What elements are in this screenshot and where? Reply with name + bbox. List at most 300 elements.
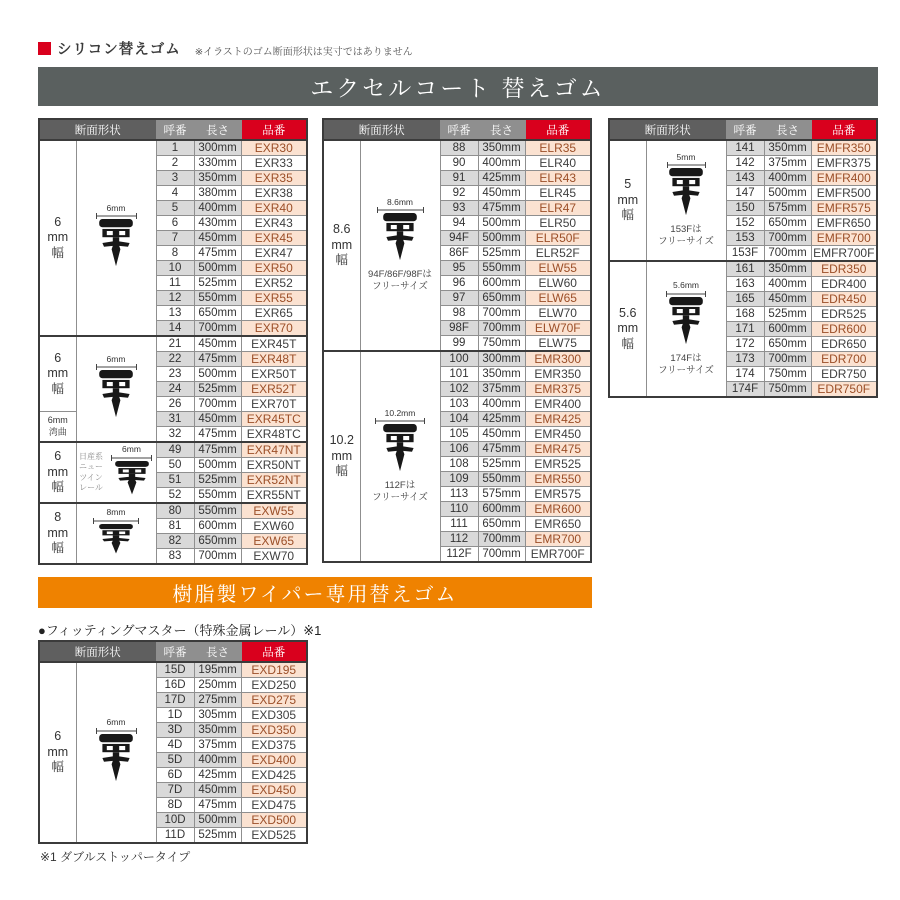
cell-length: 400mm [194, 753, 241, 768]
fitting-master-label: ●フィッティングマスター（特殊金属レール）※1 [38, 623, 322, 638]
cell-length: 550mm [194, 503, 241, 519]
cell-length: 500mm [194, 813, 241, 828]
dimension-text: 8mm [106, 507, 126, 518]
cell-length: 400mm [764, 171, 811, 186]
cell-length: 525mm [478, 457, 525, 472]
cell-call-number: 98 [440, 306, 478, 321]
cell-call-number: 142 [726, 156, 764, 171]
cell-call-number: 161 [726, 261, 764, 277]
cell-call-number: 22 [156, 352, 194, 367]
cell-part-number: EDR650 [811, 337, 877, 352]
cell-length: 600mm [478, 276, 525, 291]
cell-call-number: 4D [156, 738, 194, 753]
cell-part-number: EXW60 [241, 519, 307, 534]
cell-call-number: 110 [440, 502, 478, 517]
section-illustration-cell [360, 140, 440, 351]
cell-length: 450mm [194, 336, 241, 352]
cell-call-number: 80 [156, 503, 194, 519]
cell-part-number: ELR43 [525, 171, 591, 186]
table-header-row [39, 119, 307, 140]
cell-call-number: 7D [156, 783, 194, 798]
cell-length: 525mm [194, 276, 241, 291]
cell-length: 525mm [764, 307, 811, 322]
section-width-label: 8.6 mm 幅 [323, 140, 360, 351]
cell-call-number: 100 [440, 351, 478, 367]
cell-length: 425mm [478, 412, 525, 427]
cell-call-number: 94 [440, 216, 478, 231]
column-header-part: 品番 [525, 119, 591, 140]
cell-part-number: EXR48TC [241, 427, 307, 443]
excelcoat-table-left [38, 118, 308, 565]
cell-call-number: 111 [440, 517, 478, 532]
cell-part-number: EDR525 [811, 307, 877, 322]
section-width-label: 5 mm 幅 [609, 140, 646, 261]
cell-part-number: ELW70F [525, 321, 591, 336]
cell-length: 250mm [194, 678, 241, 693]
cross-section-illustration [77, 204, 156, 273]
cell-part-number: EXD475 [241, 798, 307, 813]
cell-call-number: 11 [156, 276, 194, 291]
cell-length: 700mm [478, 532, 525, 547]
cell-part-number: EMFR650 [811, 216, 877, 231]
section-width-label: 6 mm 幅 [39, 442, 76, 503]
free-size-note: 94F/86F/98Fは フリーサイズ [368, 269, 432, 293]
cell-part-number: EMR375 [525, 382, 591, 397]
section-header-silicone [38, 38, 413, 59]
cell-part-number: EDR750 [811, 367, 877, 382]
dimension-text: 5mm [676, 151, 696, 162]
excelcoat-table-middle [322, 118, 592, 563]
cell-call-number: 8D [156, 798, 194, 813]
rail-type-note: 日産系ニュー ツインレール [79, 451, 103, 492]
cell-length: 600mm [764, 322, 811, 337]
section-width-label: 6 mm 幅 [39, 336, 76, 412]
cell-part-number: EMR600 [525, 502, 591, 517]
cell-part-number: EXD425 [241, 768, 307, 783]
cell-call-number: 153 [726, 231, 764, 246]
rubber-cross-section-icon [376, 213, 424, 261]
cell-length: 350mm [764, 261, 811, 277]
dimension-label [666, 281, 706, 297]
table-row [609, 261, 877, 277]
cell-part-number: EXD350 [241, 723, 307, 738]
cell-part-number: EXW55 [241, 503, 307, 519]
dimension-label [96, 355, 137, 371]
rubber-cross-section-icon [92, 370, 140, 418]
cell-part-number: EMR550 [525, 472, 591, 487]
cell-length: 375mm [764, 156, 811, 171]
section-illustration-cell [360, 351, 440, 562]
cell-length: 500mm [194, 367, 241, 382]
cell-length: 700mm [478, 547, 525, 563]
cell-part-number: EXR52T [241, 382, 307, 397]
cell-call-number: 32 [156, 427, 194, 443]
cell-call-number: 94F [440, 231, 478, 246]
cell-part-number: EXR50 [241, 261, 307, 276]
cell-length: 600mm [194, 519, 241, 534]
cell-part-number: EXW70 [241, 549, 307, 565]
cell-part-number: EXR45TC [241, 412, 307, 427]
cell-length: 450mm [478, 427, 525, 442]
footnote-double-stopper: ※1 ダブルストッパータイプ [40, 850, 191, 864]
cell-call-number: 97 [440, 291, 478, 306]
rubber-cross-section-icon [92, 219, 140, 267]
cell-length: 500mm [194, 458, 241, 473]
cell-part-number: ELR45 [525, 186, 591, 201]
cell-call-number: 49 [156, 442, 194, 458]
cell-length: 425mm [194, 768, 241, 783]
cross-section-illustration [647, 153, 726, 222]
cell-part-number: EXR70T [241, 397, 307, 412]
cell-length: 305mm [194, 708, 241, 723]
cell-call-number: 51 [156, 473, 194, 488]
cell-length: 700mm [478, 306, 525, 321]
table-row [39, 140, 307, 156]
cell-part-number: EXD250 [241, 678, 307, 693]
dimension-text: 6mm [106, 717, 126, 728]
cell-part-number: EMFR350 [811, 140, 877, 156]
cell-call-number: 163 [726, 277, 764, 292]
section-illustration-cell [76, 503, 156, 564]
cell-length: 400mm [194, 201, 241, 216]
cell-call-number: 174F [726, 382, 764, 398]
column-header-shape: 断面形状 [39, 119, 156, 140]
cell-length: 550mm [478, 472, 525, 487]
cell-part-number: EXR50T [241, 367, 307, 382]
cell-length: 450mm [478, 186, 525, 201]
cell-part-number: EXR55NT [241, 488, 307, 504]
cell-call-number: 152 [726, 216, 764, 231]
cell-call-number: 6 [156, 216, 194, 231]
cell-call-number: 1 [156, 140, 194, 156]
cell-length: 450mm [194, 783, 241, 798]
cell-call-number: 109 [440, 472, 478, 487]
cell-length: 450mm [764, 292, 811, 307]
cell-call-number: 147 [726, 186, 764, 201]
cell-part-number: EMFR575 [811, 201, 877, 216]
cell-part-number: EXD500 [241, 813, 307, 828]
cell-call-number: 7 [156, 231, 194, 246]
cell-length: 500mm [478, 216, 525, 231]
cell-part-number: EMR450 [525, 427, 591, 442]
cell-length: 700mm [478, 321, 525, 336]
dimension-text: 6mm [122, 444, 141, 455]
cell-part-number: EXR33 [241, 156, 307, 171]
shape-drawing [376, 424, 424, 477]
fitting-master-table [38, 640, 308, 844]
cell-part-number: EMR700F [525, 547, 591, 563]
cell-length: 575mm [764, 201, 811, 216]
cross-section-illustration [77, 508, 156, 559]
cell-call-number: 10 [156, 261, 194, 276]
column-header-part: 品番 [241, 641, 307, 662]
dimension-label [111, 445, 152, 461]
cell-length: 425mm [478, 171, 525, 186]
banner-excelcoat-label: エクセルコート 替えゴム [310, 75, 606, 101]
cell-part-number: ELW75 [525, 336, 591, 352]
cell-call-number: 24 [156, 382, 194, 397]
cell-part-number: EXR43 [241, 216, 307, 231]
cell-call-number: 91 [440, 171, 478, 186]
cell-call-number: 165 [726, 292, 764, 307]
illustration-disclaimer-note: ※イラストのゴム断面形状は実寸ではありません [194, 46, 413, 58]
cell-call-number: 21 [156, 336, 194, 352]
cell-length: 650mm [478, 517, 525, 532]
shape-drawing [92, 370, 140, 423]
cell-part-number: EXD400 [241, 753, 307, 768]
cell-call-number: 81 [156, 519, 194, 534]
cell-call-number: 99 [440, 336, 478, 352]
cell-length: 330mm [194, 156, 241, 171]
cell-part-number: EDR450 [811, 292, 877, 307]
section-width-label: 6 mm 幅 [39, 140, 76, 336]
cell-length: 300mm [194, 140, 241, 156]
shape-drawing [108, 461, 156, 500]
table-row [323, 351, 591, 367]
cell-part-number: ELW55 [525, 261, 591, 276]
shape-drawing [92, 219, 140, 272]
rubber-cross-section-icon [92, 734, 140, 782]
cell-call-number: 88 [440, 140, 478, 156]
dimension-label [96, 204, 137, 220]
shape-drawing [662, 297, 710, 350]
cell-length: 400mm [764, 277, 811, 292]
page-title: シリコン替えゴム [57, 42, 181, 58]
table-row [39, 662, 307, 678]
banner-resin-wiper [38, 577, 592, 608]
column-header-length: 長さ [194, 641, 241, 662]
parts-table [322, 118, 592, 563]
cell-call-number: 52 [156, 488, 194, 504]
cell-call-number: 12 [156, 291, 194, 306]
cell-part-number: EXR55 [241, 291, 307, 306]
cell-call-number: 14 [156, 321, 194, 337]
column-header-no: 呼番 [440, 119, 478, 140]
free-size-note: 112Fは フリーサイズ [372, 480, 428, 504]
dimension-label [667, 153, 706, 169]
cell-part-number: EXR35 [241, 171, 307, 186]
cell-length: 750mm [764, 367, 811, 382]
dimension-text: 10.2mm [384, 407, 416, 418]
cell-length: 550mm [194, 291, 241, 306]
cell-part-number: EXR45 [241, 231, 307, 246]
rubber-cross-section-icon [376, 424, 424, 472]
section-illustration-cell [76, 662, 156, 843]
table-row [323, 140, 591, 156]
cell-call-number: 174 [726, 367, 764, 382]
cell-part-number: EDR400 [811, 277, 877, 292]
cell-call-number: 108 [440, 457, 478, 472]
cell-length: 750mm [764, 382, 811, 398]
cell-length: 475mm [194, 352, 241, 367]
cell-length: 475mm [194, 442, 241, 458]
free-size-note: 174Fは フリーサイズ [658, 352, 714, 376]
cell-length: 475mm [194, 427, 241, 443]
cell-length: 475mm [194, 246, 241, 261]
cell-call-number: 83 [156, 549, 194, 565]
cell-part-number: EXR45T [241, 336, 307, 352]
cell-part-number: ELR50 [525, 216, 591, 231]
cell-length: 700mm [764, 352, 811, 367]
section-illustration-cell [76, 442, 156, 503]
cell-part-number: EMR525 [525, 457, 591, 472]
cell-call-number: 153F [726, 246, 764, 262]
column-header-no: 呼番 [156, 119, 194, 140]
cell-call-number: 105 [440, 427, 478, 442]
cell-call-number: 101 [440, 367, 478, 382]
cell-part-number: EXD375 [241, 738, 307, 753]
dimension-label [377, 198, 424, 214]
section-width-label: 6mm 湾曲 [39, 412, 76, 443]
cell-call-number: 95 [440, 261, 478, 276]
cell-call-number: 23 [156, 367, 194, 382]
cell-call-number: 98F [440, 321, 478, 336]
cell-length: 500mm [194, 261, 241, 276]
cell-call-number: 104 [440, 412, 478, 427]
cell-part-number: ELW65 [525, 291, 591, 306]
section-illustration-cell [76, 140, 156, 336]
cell-call-number: 82 [156, 534, 194, 549]
dimension-text: 5.6mm [673, 280, 699, 291]
cell-length: 650mm [478, 291, 525, 306]
cell-length: 400mm [478, 156, 525, 171]
cell-length: 525mm [194, 828, 241, 844]
table-row [39, 442, 307, 458]
cell-call-number: 26 [156, 397, 194, 412]
cell-length: 475mm [478, 201, 525, 216]
cell-part-number: EDR600 [811, 322, 877, 337]
cell-call-number: 171 [726, 322, 764, 337]
parts-table [608, 118, 878, 398]
cell-part-number: EXR30 [241, 140, 307, 156]
cell-part-number: EXD450 [241, 783, 307, 798]
cell-call-number: 106 [440, 442, 478, 457]
cross-section-illustration [77, 355, 156, 424]
cell-length: 375mm [194, 738, 241, 753]
cell-part-number: EXR47 [241, 246, 307, 261]
cell-call-number: 15D [156, 662, 194, 678]
cell-part-number: ELW60 [525, 276, 591, 291]
cell-length: 700mm [764, 231, 811, 246]
cell-length: 350mm [478, 367, 525, 382]
section-illustration-cell [646, 140, 726, 261]
cell-part-number: EMFR700F [811, 246, 877, 262]
cell-length: 650mm [764, 216, 811, 231]
column-header-length: 長さ [764, 119, 811, 140]
banner-excelcoat [38, 67, 878, 106]
cell-call-number: 17D [156, 693, 194, 708]
cell-part-number: EXR52 [241, 276, 307, 291]
cell-length: 450mm [194, 412, 241, 427]
cell-part-number: ELR40 [525, 156, 591, 171]
cell-call-number: 172 [726, 337, 764, 352]
table-header-row [323, 119, 591, 140]
table-header-row [609, 119, 877, 140]
cell-length: 475mm [194, 798, 241, 813]
rubber-cross-section-icon [92, 524, 140, 554]
cell-call-number: 93 [440, 201, 478, 216]
cell-length: 500mm [764, 186, 811, 201]
column-header-part: 品番 [241, 119, 307, 140]
section-width-label: 10.2 mm 幅 [323, 351, 360, 562]
cell-part-number: EXR38 [241, 186, 307, 201]
cell-length: 300mm [478, 351, 525, 367]
cell-length: 350mm [194, 171, 241, 186]
cell-length: 525mm [194, 382, 241, 397]
cell-length: 275mm [194, 693, 241, 708]
cell-part-number: EXR40 [241, 201, 307, 216]
cell-length: 475mm [478, 442, 525, 457]
cell-part-number: EXR70 [241, 321, 307, 337]
section-width-label: 8 mm 幅 [39, 503, 76, 564]
cell-call-number: 31 [156, 412, 194, 427]
cell-part-number: EXR48T [241, 352, 307, 367]
column-header-no: 呼番 [726, 119, 764, 140]
cell-part-number: EXR52NT [241, 473, 307, 488]
cell-part-number: EMR425 [525, 412, 591, 427]
column-header-length: 長さ [478, 119, 525, 140]
column-header-length: 長さ [194, 119, 241, 140]
shape-drawing [376, 213, 424, 266]
cell-call-number: 3D [156, 723, 194, 738]
cell-part-number: EMR700 [525, 532, 591, 547]
dimension-text: 6mm [106, 353, 126, 364]
dimension-text: 6mm [106, 202, 126, 213]
cell-length: 700mm [764, 246, 811, 262]
cell-call-number: 103 [440, 397, 478, 412]
cell-part-number: ELR52F [525, 246, 591, 261]
cell-call-number: 113 [440, 487, 478, 502]
section-illustration-cell [646, 261, 726, 397]
cell-part-number: EMFR700 [811, 231, 877, 246]
cell-part-number: ELR47 [525, 201, 591, 216]
cell-length: 350mm [764, 140, 811, 156]
cell-call-number: 143 [726, 171, 764, 186]
dimension-text: 8.6mm [387, 196, 413, 207]
rubber-cross-section-icon [108, 461, 156, 495]
parts-table [38, 118, 308, 565]
cell-length: 500mm [478, 231, 525, 246]
cell-length: 375mm [478, 382, 525, 397]
table-row [39, 503, 307, 519]
cell-call-number: 5D [156, 753, 194, 768]
rubber-cross-section-icon [662, 168, 710, 216]
cell-length: 600mm [478, 502, 525, 517]
cell-call-number: 96 [440, 276, 478, 291]
cell-call-number: 168 [726, 307, 764, 322]
cell-length: 350mm [194, 723, 241, 738]
cell-call-number: 86F [440, 246, 478, 261]
cell-length: 575mm [478, 487, 525, 502]
cell-length: 350mm [478, 140, 525, 156]
cell-call-number: 6D [156, 768, 194, 783]
cross-section-illustration [361, 409, 440, 478]
cell-call-number: 141 [726, 140, 764, 156]
cell-call-number: 4 [156, 186, 194, 201]
cell-part-number: EMFR375 [811, 156, 877, 171]
section-width-label: 5.6 mm 幅 [609, 261, 646, 397]
section-width-label: 6 mm 幅 [39, 662, 76, 843]
parts-table [38, 640, 308, 844]
banner-resin-wiper-label: 樹脂製ワイパー専用替えゴム [172, 584, 458, 606]
shape-drawing [92, 524, 140, 559]
dimension-label [375, 409, 425, 425]
free-size-note: 153Fは フリーサイズ [658, 224, 714, 248]
cell-length: 400mm [478, 397, 525, 412]
cell-part-number: ELW70 [525, 306, 591, 321]
cell-part-number: EMR350 [525, 367, 591, 382]
cell-call-number: 5 [156, 201, 194, 216]
